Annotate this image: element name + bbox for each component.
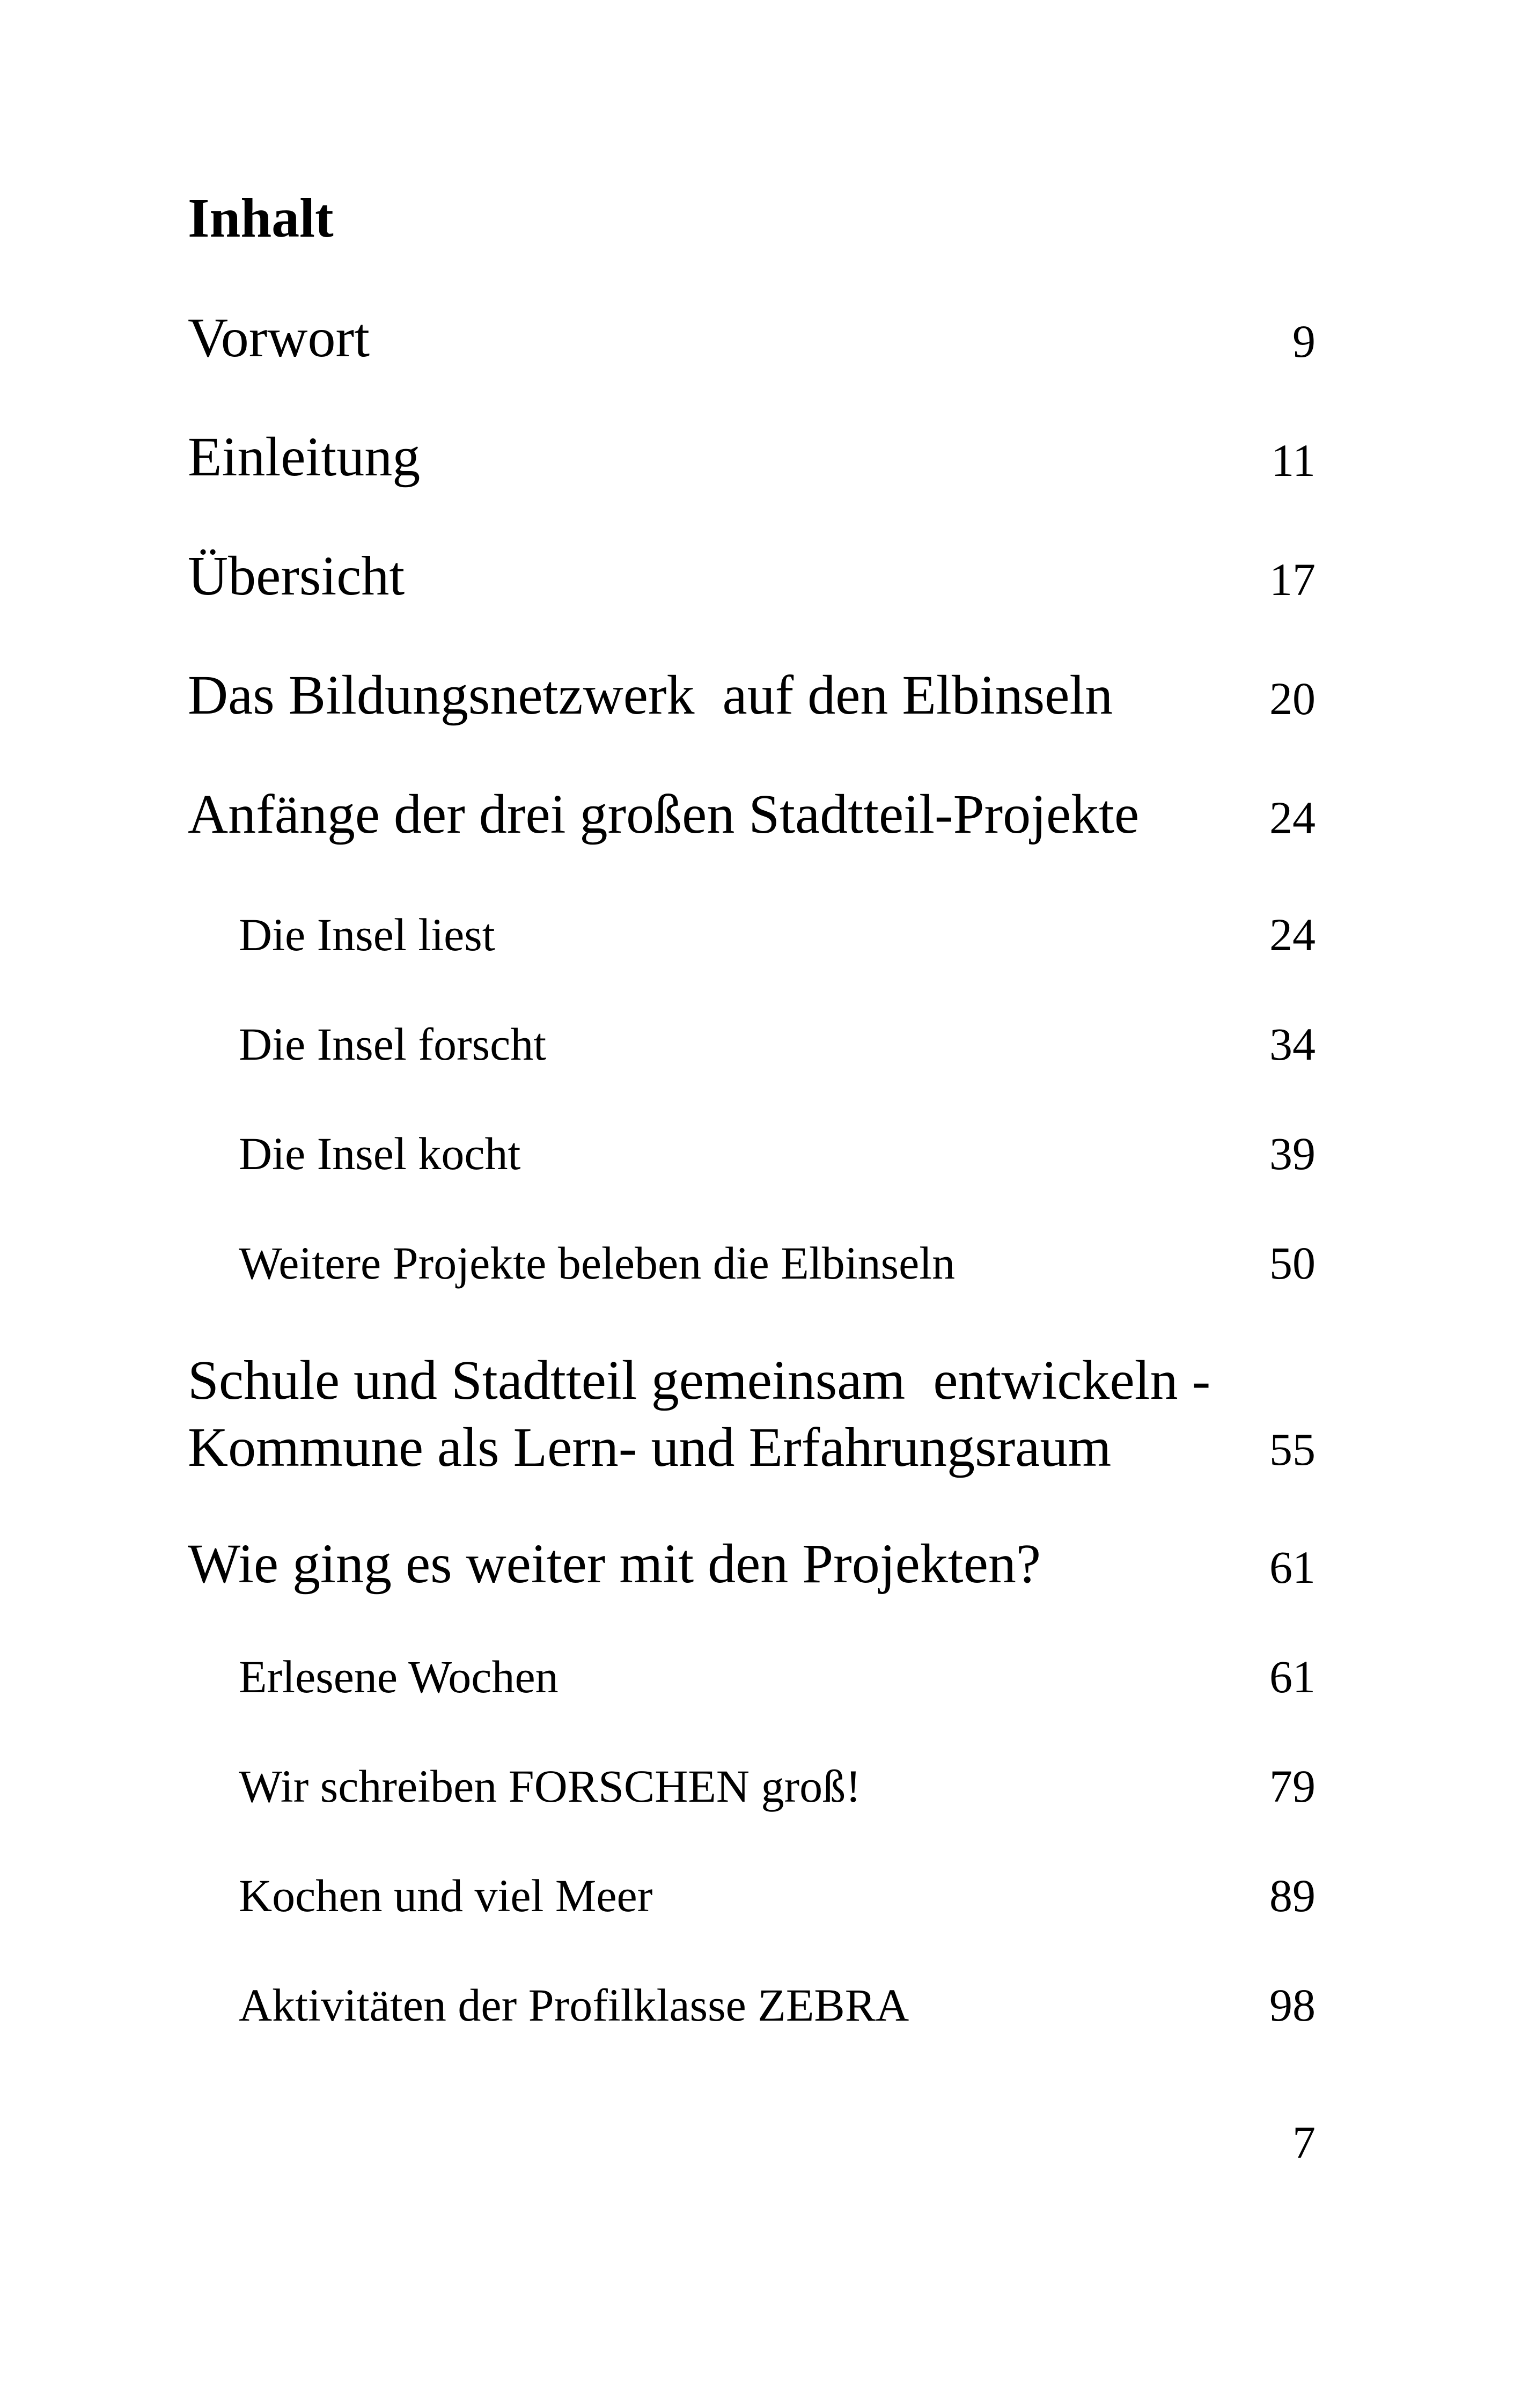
toc-entry-title-line: Schule und Stadtteil gemeinsam entwickeln -: [188, 1349, 1211, 1411]
toc-subentry-profilklasse-zebra: [239, 1976, 1316, 2035]
toc-entry-title: Einleitung: [188, 426, 421, 488]
toc-entry-title: Übersicht: [188, 545, 405, 607]
toc-entry-page: 89: [1269, 1870, 1316, 1921]
toc-subentry-erlesene-wochen: [239, 1647, 1316, 1706]
toc-entry-wie-ging-es-weiter: [188, 1529, 1316, 1599]
toc-subentry-insel-forscht: [239, 1015, 1316, 1074]
toc-entry-title: Die Insel forscht: [239, 1018, 547, 1070]
toc-entry-page: 24: [1269, 909, 1316, 960]
toc-entry-page: 50: [1269, 1237, 1316, 1289]
toc-entry-title: Weitere Projekte beleben die Elbinseln: [239, 1237, 956, 1289]
toc-entry-anfaenge: [188, 780, 1316, 849]
toc-entry-page: 34: [1269, 1018, 1316, 1070]
toc-entry-schule-und-stadtteil: [188, 1344, 1316, 1481]
toc-entry-page: 9: [1292, 315, 1316, 367]
toc-entry-title: Erlesene Wochen: [239, 1651, 559, 1702]
toc-entry-page: 61: [1269, 1651, 1316, 1702]
toc-heading: Inhalt: [188, 187, 334, 249]
toc-entry-page: 17: [1269, 554, 1316, 605]
toc-entry-uebersicht: [188, 541, 1316, 611]
toc-entry-page: 61: [1269, 1541, 1316, 1593]
toc-entry-title: Kochen und viel Meer: [239, 1870, 653, 1921]
toc-subentry-insel-kocht: [239, 1124, 1316, 1183]
toc-entry-title-line: Kommune als Lern- und Erfahrungsraum: [188, 1416, 1112, 1478]
toc-entry-vorwort: [188, 303, 1316, 373]
toc-subentry-kochen-viel-meer: [239, 1866, 1316, 1925]
toc-subentry-weitere-projekte: [239, 1234, 1316, 1293]
toc-entry-title: Anfänge der drei großen Stadtteil-Projekte: [188, 783, 1140, 845]
toc-entry-title: Die Insel liest: [239, 909, 495, 960]
toc-entry-title: Vorwort: [188, 307, 370, 369]
toc-entry-page: 39: [1269, 1128, 1316, 1179]
toc-subentry-insel-liest: [239, 905, 1316, 964]
toc-entry-title: [188, 1347, 1210, 1481]
toc-entry-title: Das Bildungsnetzwerk auf den Elbinseln: [188, 664, 1113, 726]
toc-entry-page: 98: [1269, 1979, 1316, 2031]
toc-entry-title: Aktivitäten der Profilklasse ZEBRA: [239, 1979, 909, 2031]
toc-entry-page: 24: [1269, 792, 1316, 843]
toc-subentry-forschen-gross: [239, 1757, 1316, 1816]
toc-entry-einleitung: [188, 422, 1316, 492]
toc-entry-title: Wir schreiben FORSCHEN groß!: [239, 1760, 861, 1812]
toc-entry-title: Die Insel kocht: [239, 1128, 521, 1179]
toc-entry-bildungsnetzwerk: [188, 660, 1316, 730]
toc-entry-page: 20: [1269, 673, 1316, 724]
toc-entry-page: 55: [1269, 1423, 1316, 1475]
toc-entry-title: Wie ging es weiter mit den Projekten?: [188, 1533, 1041, 1595]
page-number: 7: [1292, 2117, 1316, 2168]
toc-entry-page: 11: [1271, 435, 1316, 486]
toc-entry-page: 79: [1269, 1760, 1316, 1812]
